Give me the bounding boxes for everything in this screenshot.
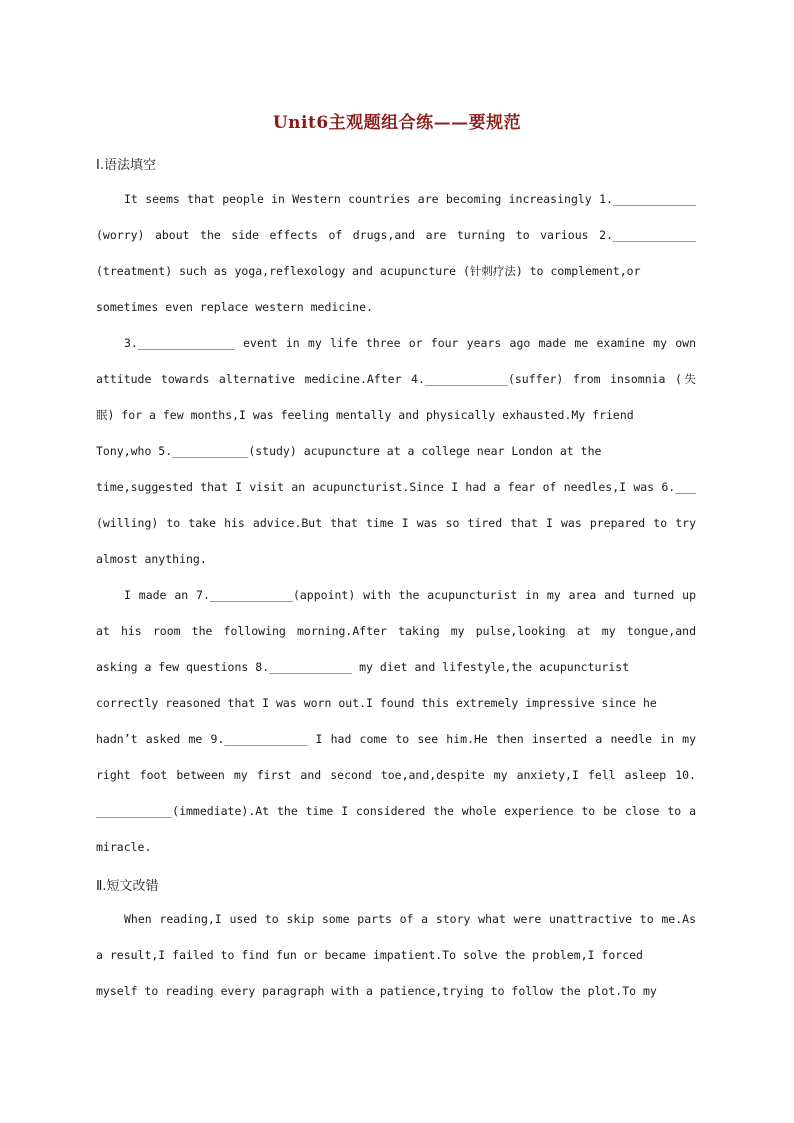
- text-line: right foot between my first and second toe,and,despite my anxiety,I fell asleep 10.: [96, 768, 696, 782]
- section-heading-error-correction: Ⅱ.短文改错: [96, 879, 159, 894]
- text-line: 3.______________ event in my life three or four years ago made me examine my own: [124, 336, 696, 350]
- text-line: (worry) about the side effects of drugs,and are turning to various 2.____________: [96, 228, 696, 242]
- text-line: Tony,who 5.___________(study) acupuncture at a college near London at the: [96, 444, 602, 458]
- section-heading-grammar-fill: Ⅰ.语法填空: [96, 158, 156, 173]
- text-line: I made an 7.____________(appoint) with the acupuncturist in my area and turned up: [124, 588, 696, 602]
- text-line: (treatment) such as yoga,reflexology and acupuncture (针刺疗法) to complement,or: [96, 264, 641, 278]
- text-line: sometimes even replace western medicine.: [96, 300, 373, 314]
- text-line: correctly reasoned that I was worn out.I found this extremely impressive since he: [96, 696, 657, 710]
- text-line: ___________(immediate).At the time I considered the whole experience to be close to a: [96, 804, 696, 818]
- text-line: at his room the following morning.After taking my pulse,looking at my tongue,and: [96, 624, 696, 638]
- text-line: When reading,I used to skip some parts of a story what were unattractive to me.As: [124, 912, 696, 926]
- text-line: It seems that people in Western countries are becoming increasingly 1.____________: [124, 192, 696, 206]
- text-line: (willing) to take his advice.But that time I was so tired that I was prepared to try: [96, 516, 696, 530]
- text-line: hadn’t asked me 9.____________ I had come to see him.He then inserted a needle in my: [96, 732, 696, 746]
- text-line: 眠) for a few months,I was feeling mentally and physically exhausted.My friend: [96, 408, 634, 422]
- text-line: asking a few questions 8.____________ my diet and lifestyle,the acupuncturist: [96, 660, 630, 674]
- text-line: miracle.: [96, 840, 152, 854]
- text-line: time,suggested that I visit an acupuncturist.Since I had a fear of needles,I was 6.___: [96, 480, 696, 494]
- text-line: a result,I failed to find fun or became impatient.To solve the problem,I forced: [96, 948, 643, 962]
- page-title: Unit6主观题组合练——要规范: [272, 113, 522, 133]
- text-line: myself to reading every paragraph with a patience,trying to follow the plot.To my: [96, 984, 657, 998]
- text-line: almost anything.: [96, 552, 207, 566]
- text-line: attitude towards alternative medicine.After 4.____________(suffer) from insomnia (失: [96, 372, 696, 386]
